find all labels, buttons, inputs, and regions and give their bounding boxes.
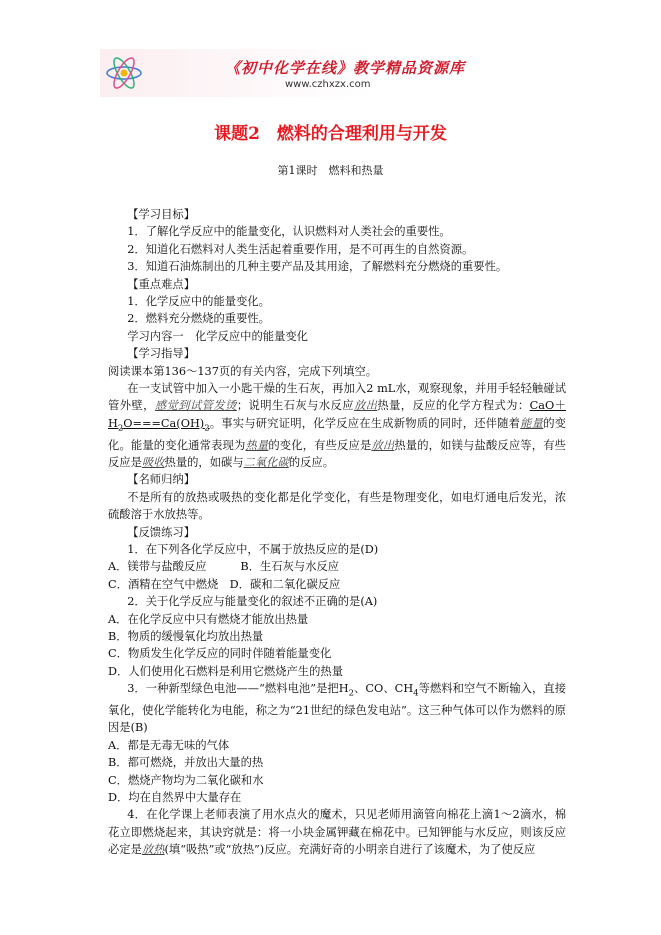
handwritten-answer: 放热 (141, 843, 165, 857)
handwritten-answer: 放出 (371, 438, 395, 452)
question: 1．在下列各化学反应中，不属于放热反应的是(D) (127, 542, 379, 556)
page-title: 课题2 燃料的合理利用与开发 (214, 124, 447, 144)
section-heading: 【名师归纳】 (127, 473, 195, 487)
section-heading: 【学习目标】 (127, 208, 195, 221)
question: 2．关于化学反应与能量变化的叙述不正确的是(A) (127, 595, 378, 609)
option-line: A．都是无毒无味的气体 (108, 738, 230, 752)
option-line: A．在化学反应中只有燃烧才能放出热量 (108, 612, 309, 626)
question: 3．一种新型绿色电池——“燃料电池”是把$H_2$、CO、$CH_4$等燃料和空气不断输入，直接氧化，使化学能转化为电能，称之为“21世纪的绿色发电站”。这三种气体可以作为燃料的原因是(B) (108, 682, 566, 735)
handwritten-answer: 能量 (520, 416, 544, 430)
text-line: 2．燃料充分燃烧的重要性。 (127, 312, 270, 326)
section-heading: 【反馈练习】 (127, 525, 195, 539)
text-line: 2．知道化石燃料对人类生活起着重要作用，是不可再生的自然资源。 (127, 242, 474, 256)
banner-url[interactable]: www.czhxzx.com (285, 79, 371, 90)
option-line: D．人们使用化石燃料是利用它燃烧产生的热量 (108, 664, 343, 678)
atom-logo-icon (104, 53, 144, 93)
option-line: C．酒精在空气中燃烧 D．碳和二氧化碳反应 (108, 577, 341, 591)
handwritten-answer: 热量 (245, 438, 269, 452)
handwritten-answer: 放出 (353, 399, 378, 413)
option-line: C．物质发生化学反应的同时伴随着能量变化 (108, 647, 332, 661)
banner-title: 《初中化学在线》教学精品资源库 (225, 59, 466, 77)
paragraph: 不是所有的放热或吸热的变化都是化学变化，有些是物理变化，如电灯通电后发光，浓硫酸溶于水放热等。 (108, 490, 566, 522)
option-line: D．均在自然界中大量存在 (108, 790, 242, 804)
handwritten-answer: 吸收 (141, 455, 165, 469)
paragraph: 在一支试管中加入一小匙干燥的生石灰，再加入2 mL水，观察现象，并用手轻轻触碰试管外壁，感觉到试管发烫；说明生石灰与水反应放出热量，反应的化学方程式为：$CaO+H_2O===Ca(OH)_2$。事实与研究证明，化学反应在生成新物质的同时，还伴随着能量的变化。能量的变化通常表现为热量的变化，有些反应是放出热量的，如镁与盐酸反应等，有些反应是吸收热量的，如碳与二氧化碳的反应。 (108, 382, 566, 469)
page-subtitle: 第1课时 燃料和热量 (277, 164, 384, 177)
option-line: B．都可燃烧，并放出大量的热 (108, 756, 264, 770)
option-line: C．燃烧产物均为二氧化碳和水 (108, 773, 264, 787)
text-line: 1．化学反应中的能量变化。 (127, 295, 270, 309)
subsection-heading: 学习内容一 化学反应中的能量变化 (127, 329, 308, 343)
section-heading: 【重点难点】 (127, 277, 195, 291)
handwritten-answer: 感觉到试管发烫 (154, 399, 237, 413)
document-body (108, 206, 566, 859)
text-line: 1．了解化学反应中的能量变化，认识燃料对人类社会的重要性。 (127, 225, 451, 239)
option-line: B．物质的缓慢氧化均放出热量 (108, 630, 264, 643)
text-line: 阅读课本第136～137页的有关内容，完成下列填空。 (108, 364, 378, 378)
text-line: 3．知道石油炼制出的几种主要产品及其用途，了解燃料充分燃烧的重要性。 (127, 260, 508, 274)
section-heading: 【学习指导】 (127, 347, 195, 361)
question: 4．在化学课上老师表演了用水点火的魔术，只见老师用滴管向棉花上滴1～2滴水，棉花立即燃烧起来，其诀窍就是：将一小块金属钾藏在棉花中。已知钾能与水反应，则该反应必定是放热(填“吸热”或“放热”)反应。充满好奇的小明亲自进行了该魔术，为了使反应 (108, 808, 566, 857)
header-banner (100, 49, 558, 97)
handwritten-answer: 二氧化碳 (243, 455, 289, 469)
option-line: A．镁带与盐酸反应 B．生石灰与水反应 (108, 560, 340, 574)
